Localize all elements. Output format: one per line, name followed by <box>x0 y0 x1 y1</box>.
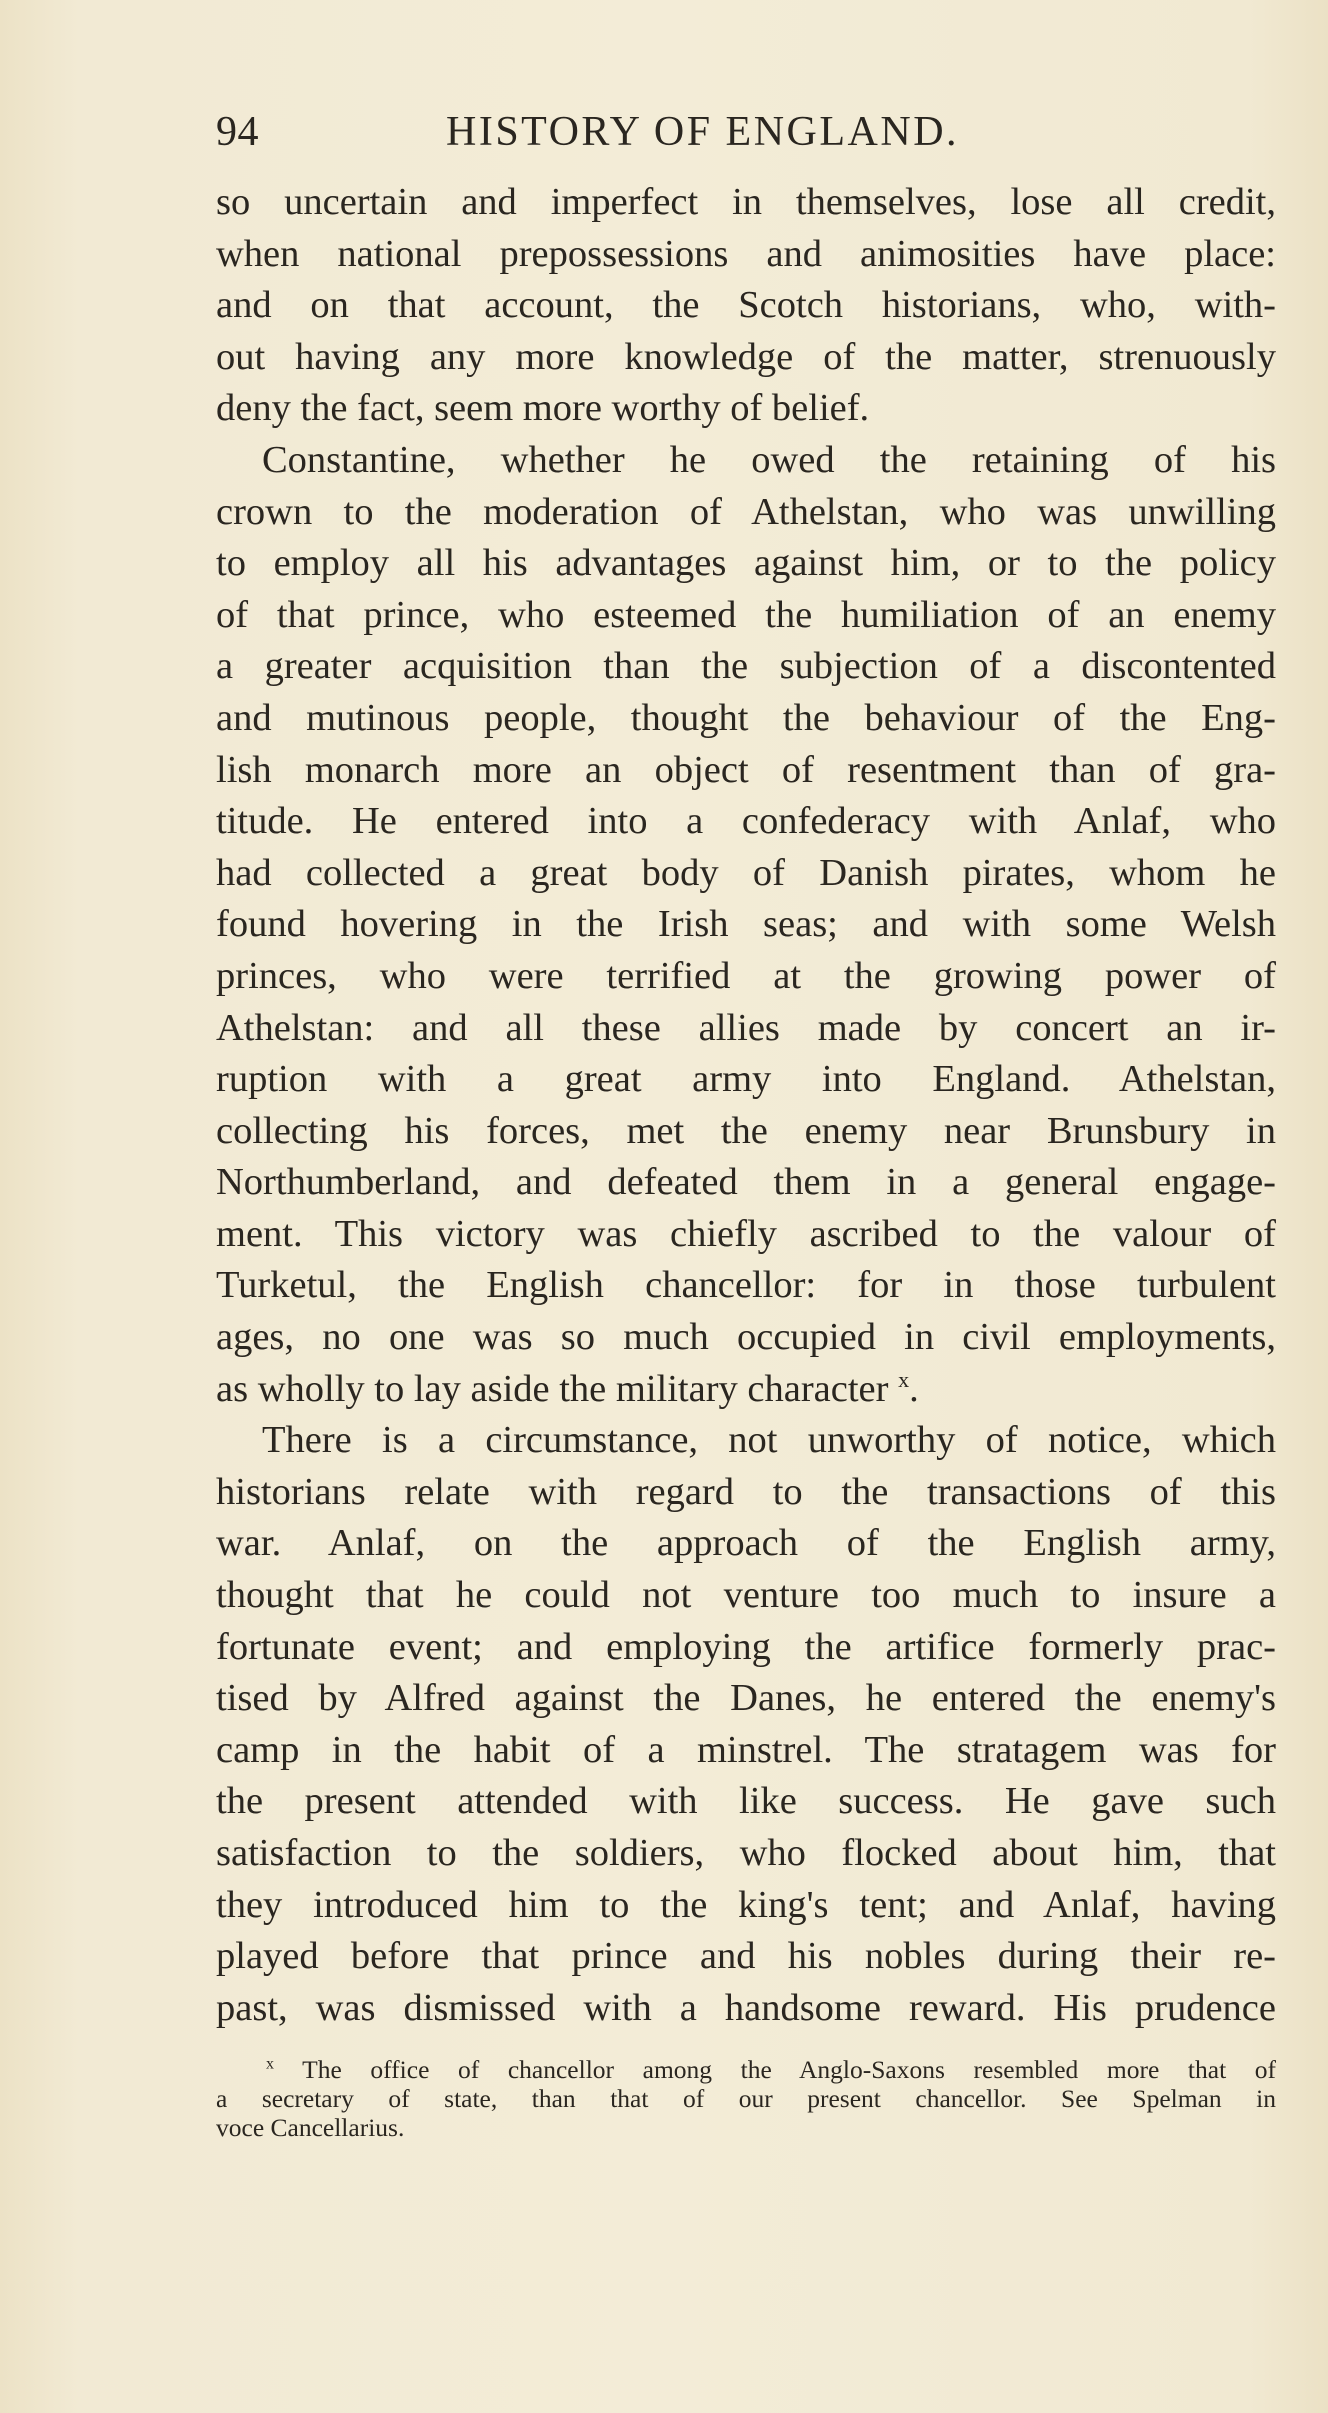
text-line: historians relate with regard to the transactions of this <box>216 1470 1276 1513</box>
footnote-reference: x <box>898 1366 910 1392</box>
text-line: played before that prince and his nobles during their re- <box>216 1935 1276 1978</box>
page-number: 94 <box>216 109 259 155</box>
text-line: out having any more knowledge of the matter, strenuously <box>216 335 1276 378</box>
text-line: and on that account, the Scotch historians, who, with- <box>216 284 1276 327</box>
text-line: the present attended with like success. He gave such <box>216 1780 1276 1823</box>
text-line-content: as wholly to lay aside the military character <box>216 1367 889 1410</box>
text-line: ment. This victory was chiefly ascribed to the valour of <box>216 1212 1276 1255</box>
text-line: collecting his forces, met the enemy near Brunsbury in <box>216 1109 1276 1152</box>
text-line: Turketul, the English chancellor: for in those turbulent <box>216 1264 1276 1307</box>
text-line: when national prepossessions and animosities have place: <box>216 232 1276 275</box>
paragraph-3 <box>216 1415 1276 2034</box>
sentence-end: . <box>909 1367 919 1410</box>
paragraph-2 <box>216 435 1276 1415</box>
text-line: ruption with a great army into England. Athelstan, <box>216 1058 1276 1101</box>
text-line: lish monarch more an object of resentment than of gra- <box>216 748 1276 791</box>
text-line: crown to the moderation of Athelstan, who was unwilling <box>216 490 1276 533</box>
text-line: princes, who were terrified at the growing power of <box>216 954 1276 997</box>
text-line: camp in the habit of a minstrel. The stratagem was for <box>216 1728 1276 1771</box>
text-line: to employ all his advantages against him, or to the policy <box>216 542 1276 585</box>
text-line: fortunate event; and employing the artifice formerly prac- <box>216 1625 1276 1668</box>
text-line: titude. He entered into a confederacy with Anlaf, who <box>216 800 1276 843</box>
running-title: HISTORY OF ENGLAND. <box>446 109 960 155</box>
body-text <box>216 177 1276 2034</box>
text-line: deny the fact, seem more worthy of belief. <box>216 387 870 430</box>
text-line: had collected a great body of Danish pirates, whom he <box>216 851 1276 894</box>
text-line: Constantine, whether he owed the retaining of his <box>262 438 1276 481</box>
paragraph-1 <box>216 177 1276 435</box>
text-line: Athelstan: and all these allies made by concert an ir- <box>216 1006 1276 1049</box>
text-line: they introduced him to the king's tent; and Anlaf, having <box>216 1883 1276 1926</box>
text-line: of that prince, who esteemed the humiliation of an enemy <box>216 593 1276 636</box>
footnote-marker: x <box>266 2055 274 2073</box>
text-line: tised by Alfred against the Danes, he entered the enemy's <box>216 1677 1276 1720</box>
text-line: past, was dismissed with a handsome reward. His prudence <box>216 1986 1276 2029</box>
text-line: Northumberland, and defeated them in a general engage- <box>216 1161 1276 1204</box>
text-line: satisfaction to the soldiers, who flocked about him, that <box>216 1832 1276 1874</box>
text-line: a greater acquisition than the subjection of a discontented <box>216 645 1276 688</box>
text-line: war. Anlaf, on the approach of the English army, <box>216 1522 1276 1565</box>
page-header <box>216 108 1276 168</box>
text-line: and mutinous people, thought the behaviour of the Eng- <box>216 696 1276 739</box>
footnote-line: a secretary of state, than that of our present chancellor. See Spelman in <box>216 2084 1276 2113</box>
text-line: There is a circumstance, not unworthy of notice, which <box>262 1419 1276 1462</box>
text-line: thought that he could not venture too much to insure a <box>216 1574 1276 1617</box>
footnote-line: voce Cancellarius. <box>216 2113 405 2142</box>
text-line: ages, no one was so much occupied in civil employments, <box>216 1316 1276 1359</box>
text-line: found hovering in the Irish seas; and with some Welsh <box>216 903 1276 946</box>
text-line: so uncertain and imperfect in themselves, lose all credit, <box>216 181 1276 223</box>
footnote-line <box>216 2055 1276 2084</box>
footnote <box>216 2055 1276 2142</box>
footnote-text: The office of chancellor among the Anglo-Saxons resembled more that of <box>302 2055 1276 2084</box>
text-line <box>216 1364 1276 1416</box>
